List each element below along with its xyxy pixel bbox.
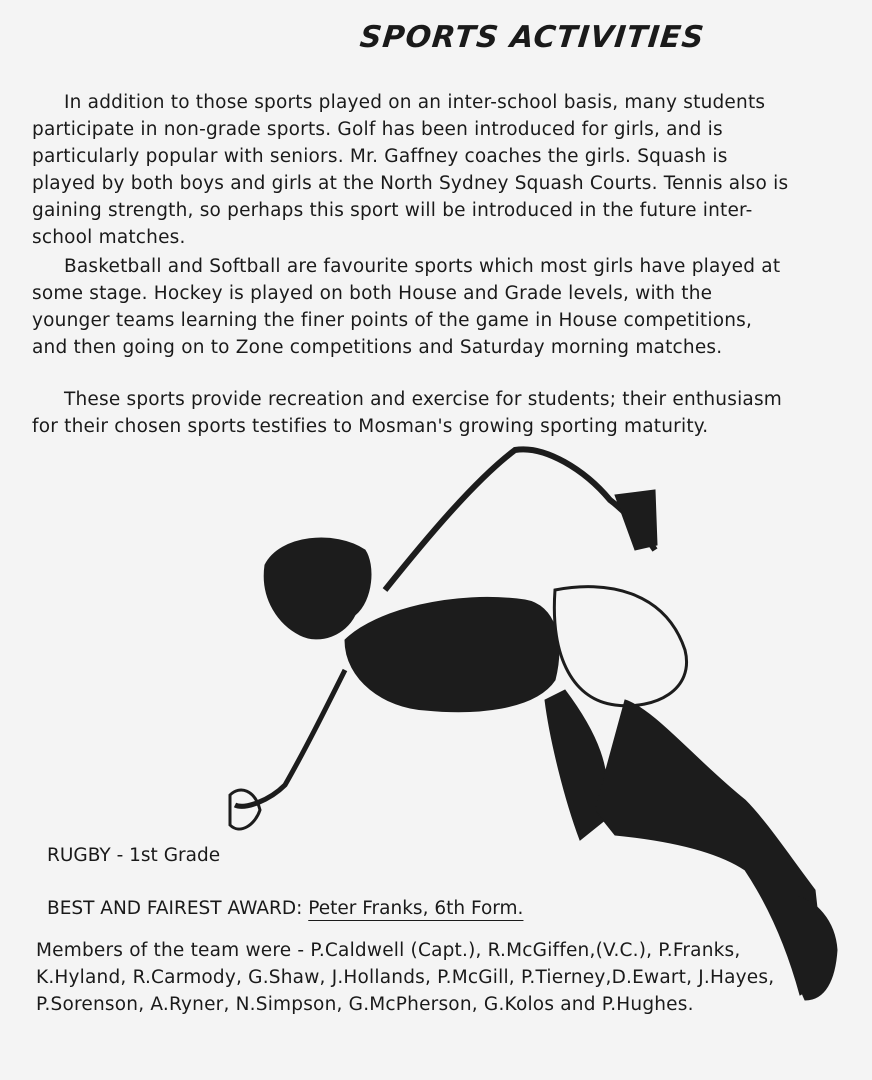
player-lower-arm (235, 670, 345, 806)
award-label: BEST AND FAIREST AWARD: (47, 898, 309, 919)
paragraph-text: Basketball and Softball are favourite sports which most girls have played at some stage. Hockey is played on both House and Grade levels, with the younger teams learning the finer points of the game in House competitions, and then going on to Zone competitions and Saturday morning matches. (32, 256, 781, 358)
player-raised-hand (615, 490, 657, 550)
paragraph-text: In addition to those sports played on an inter-school basis, many students participate in non-grade sports. Golf has been introduced for girls, and is particularly popular with seniors. Mr. Gaffney coaches the girls. Squash is played by both boys and girls at the North Sydney Squash Courts. Tennis also is gaining strength, so perhaps this sport will be introduced in the future inter-school matches. (32, 92, 789, 248)
team-members: Members of the team were - P.Caldwell (Capt.), R.McGiffen,(V.C.), P.Franks, K.Hyland, R.Carmody, G.Shaw, J.Hollands, P.McGill, P.Tierney,D.Ewart, J.Hayes, P.Sorenson, A.Ryner, N.Simpson, G.McPherson, G.Kolos and P.Hughes. (36, 940, 775, 1015)
best-and-fairest-award (47, 898, 523, 919)
player-raised-arm (385, 449, 655, 590)
player-hand (230, 790, 260, 829)
player-torso (345, 597, 559, 711)
page-title: SPORTS ACTIVITIES (358, 20, 707, 55)
player-head (264, 538, 371, 639)
paragraph (32, 253, 792, 361)
paragraph-text: These sports provide recreation and exercise for students; their enthusiasm for their chosen sports testifies to Mosman's growing sporting maturity. (32, 389, 783, 437)
player-shorts (554, 587, 686, 706)
award-winner: Peter Franks, 6th Form. (308, 898, 524, 919)
rugby-player-illustration (225, 440, 845, 1010)
paragraph (32, 89, 792, 251)
player-leg-front (545, 690, 608, 840)
paragraph (32, 386, 792, 440)
rugby-heading: RUGBY - 1st Grade (47, 845, 221, 866)
